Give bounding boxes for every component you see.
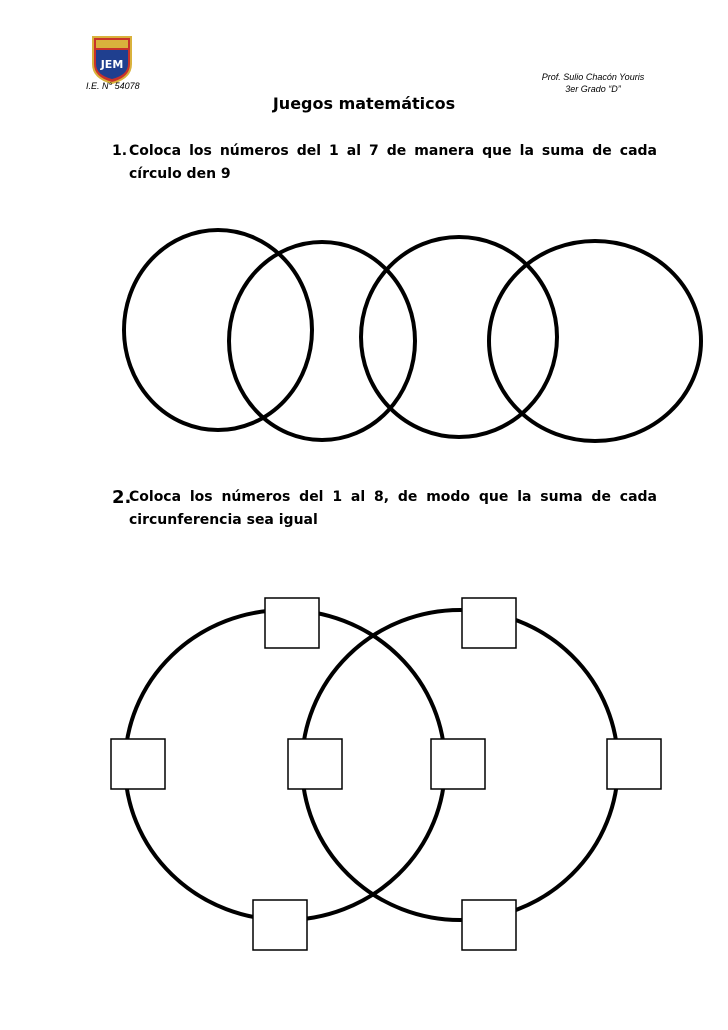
answer-box-center-left[interactable] <box>288 739 342 789</box>
page-title: Juegos matemáticos <box>272 94 456 113</box>
circle-1 <box>124 230 312 430</box>
circle-3 <box>361 237 557 437</box>
question-1-number: 1. <box>112 143 128 159</box>
grade-label: 3er Grado “D” <box>565 84 621 94</box>
circle-4 <box>489 241 701 441</box>
question-2-number: 2. <box>112 487 132 508</box>
answer-box-top-left[interactable] <box>265 598 319 648</box>
answer-box-center-right[interactable] <box>431 739 485 789</box>
answer-box-far-left[interactable] <box>111 739 165 789</box>
answer-box-top-right[interactable] <box>462 598 516 648</box>
svg-text:JEM: JEM <box>100 58 124 71</box>
answer-box-bottom-right[interactable] <box>462 900 516 950</box>
answer-box-bottom-left[interactable] <box>253 900 307 950</box>
school-code: I.E. N° 54078 <box>86 81 140 91</box>
circle-left <box>125 610 445 920</box>
teacher-name: Prof. Sulio Chacón Youris <box>541 72 645 82</box>
question-1-line-1: Coloca los números del 1 al 7 de manera que la suma de cada <box>129 143 657 159</box>
question-2-line-1: Coloca los números del 1 al 8, de modo que la suma de cada <box>129 489 657 505</box>
question-1-line-2: círculo den 9 <box>129 166 231 182</box>
question-2-line-2: circunferencia sea igual <box>129 512 318 528</box>
answer-box-far-right[interactable] <box>607 739 661 789</box>
